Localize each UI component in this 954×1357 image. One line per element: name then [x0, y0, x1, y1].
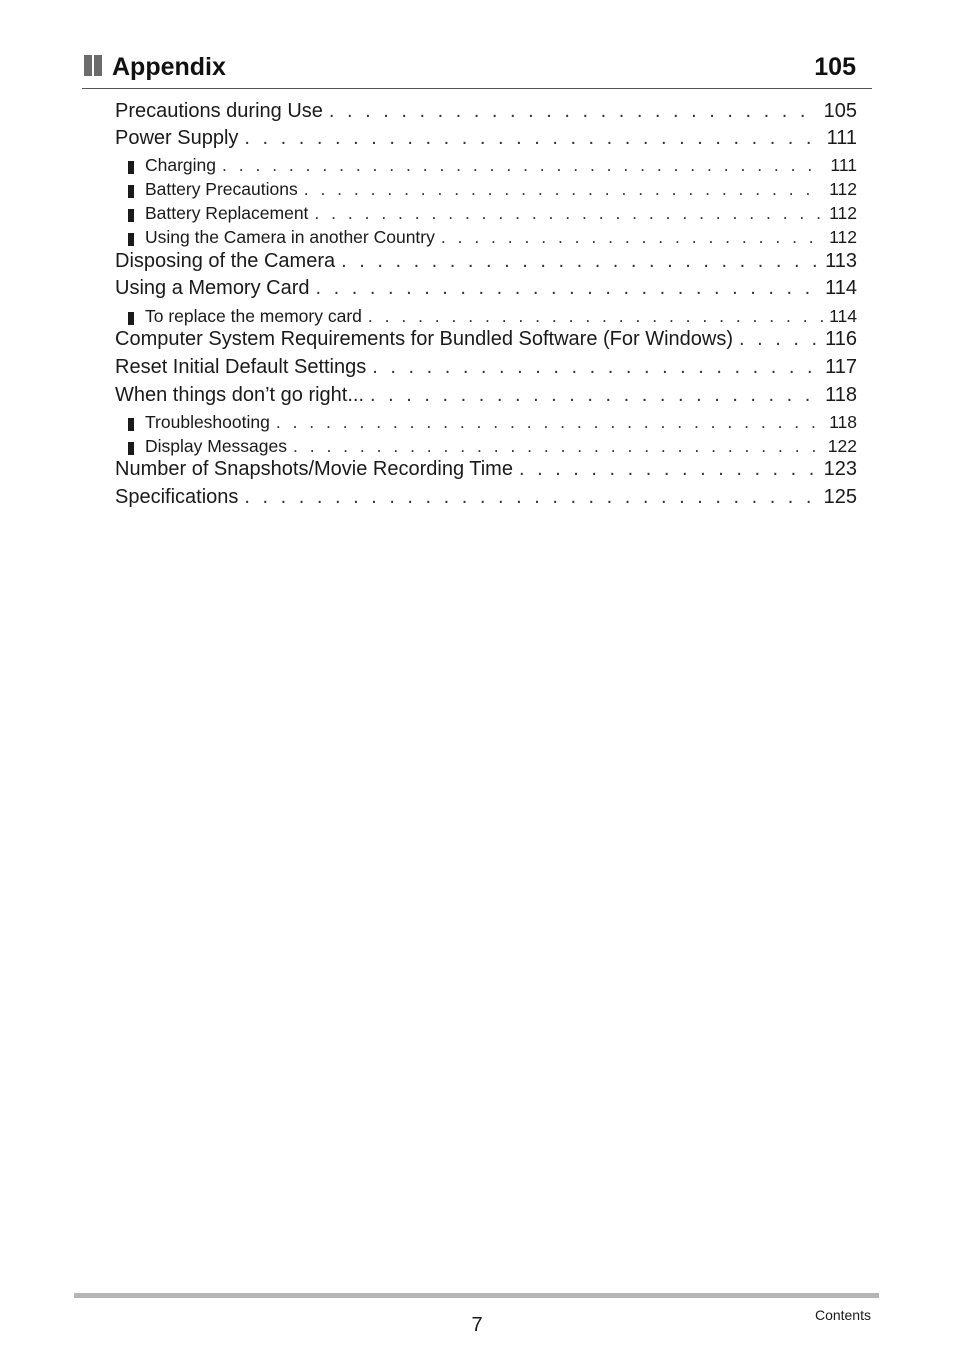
section-marker-icon [84, 55, 102, 76]
bullet-icon [128, 418, 134, 431]
toc-entry-label: Troubleshooting [145, 412, 270, 432]
toc-entry-page: 113 [825, 250, 857, 272]
toc-entry-label: Using a Memory Card [115, 277, 310, 299]
bullet-icon [128, 209, 134, 222]
toc-entry-label: Specifications [115, 486, 239, 508]
toc-entry-label: Number of Snapshots/Movie Recording Time [115, 458, 513, 480]
toc-leader-dots [519, 458, 818, 481]
toc-entry-page: 118 [825, 384, 857, 406]
toc-leader-dots [739, 328, 819, 351]
toc-entry[interactable] [115, 486, 857, 512]
toc-entry-label: Power Supply [115, 127, 239, 149]
toc-entry-page: 125 [823, 486, 857, 508]
toc-entry[interactable] [115, 328, 857, 354]
toc-entry-page: 117 [825, 356, 857, 378]
toc-leader-dots [293, 436, 822, 457]
toc-subentry[interactable] [115, 227, 857, 249]
toc-entry-page: 112 [829, 203, 857, 223]
toc-leader-dots [372, 356, 819, 379]
toc-entry-label: Reset Initial Default Settings [115, 356, 367, 378]
toc-leader-dots [341, 250, 819, 273]
toc-leader-dots [329, 100, 818, 123]
toc-entry-label: When things don’t go right... [115, 384, 365, 406]
toc-entry[interactable] [115, 127, 857, 153]
toc-entry-label: Precautions during Use [115, 100, 323, 122]
toc-leader-dots [368, 306, 823, 327]
toc-leader-dots [244, 486, 817, 509]
bullet-icon [128, 233, 134, 246]
toc-entry-label: Using the Camera in another Country [145, 227, 435, 247]
toc-entry-label: To replace the memory card [145, 306, 362, 326]
toc-entry[interactable] [115, 100, 857, 126]
toc-entry[interactable] [115, 384, 857, 410]
toc-entry[interactable] [115, 356, 857, 382]
toc-entry-label: Disposing of the Camera [115, 250, 336, 272]
toc-entry[interactable] [115, 277, 857, 303]
toc-leader-dots [441, 227, 823, 248]
toc-entry-label: Computer System Requirements for Bundled Software (For Windows) [115, 328, 734, 350]
toc-entry-page: 111 [830, 155, 857, 175]
footer-page-number: 7 [471, 1314, 483, 1336]
toc-subentry[interactable] [115, 306, 857, 328]
toc-leader-dots [316, 277, 820, 300]
footer-contents-link[interactable]: Contents [814, 1307, 871, 1323]
toc-leader-dots [370, 384, 819, 407]
toc-subentry[interactable] [115, 203, 857, 225]
bullet-icon [128, 442, 134, 455]
toc-entry-page: 111 [826, 127, 857, 149]
toc-entry-page: 112 [829, 227, 857, 247]
toc-entry-page: 114 [825, 277, 857, 299]
toc-entry-label: Display Messages [145, 436, 287, 456]
toc-subentry[interactable] [115, 179, 857, 201]
toc-leader-dots [276, 412, 823, 433]
toc-entry-page: 122 [827, 436, 857, 456]
toc-entry[interactable] [115, 250, 857, 276]
toc-leader-dots [244, 127, 820, 150]
bullet-icon [128, 312, 134, 325]
toc-subentry[interactable] [115, 155, 857, 177]
toc-leader-dots [222, 155, 824, 176]
toc-leader-dots [304, 179, 823, 200]
toc-entry-label: Battery Replacement [145, 203, 309, 223]
toc-entry-label: Battery Precautions [145, 179, 298, 199]
toc-entry-page: 123 [823, 458, 857, 480]
toc-entry-page: 116 [825, 328, 857, 350]
toc-entry-page: 114 [829, 306, 857, 326]
toc-entry-page: 112 [829, 179, 857, 199]
toc-subentry[interactable] [115, 436, 857, 458]
toc-subentry[interactable] [115, 412, 857, 434]
toc-entry-page: 105 [823, 100, 857, 122]
toc-entry-page: 118 [829, 412, 857, 432]
bullet-icon [128, 185, 134, 198]
section-header [82, 50, 872, 89]
footer-divider [74, 1293, 879, 1298]
section-title: Appendix [112, 53, 226, 81]
toc-entry[interactable] [115, 458, 857, 484]
section-page-number: 105 [814, 53, 856, 81]
toc-entry-label: Charging [145, 155, 217, 175]
toc-leader-dots [314, 203, 823, 224]
bullet-icon [128, 161, 134, 174]
